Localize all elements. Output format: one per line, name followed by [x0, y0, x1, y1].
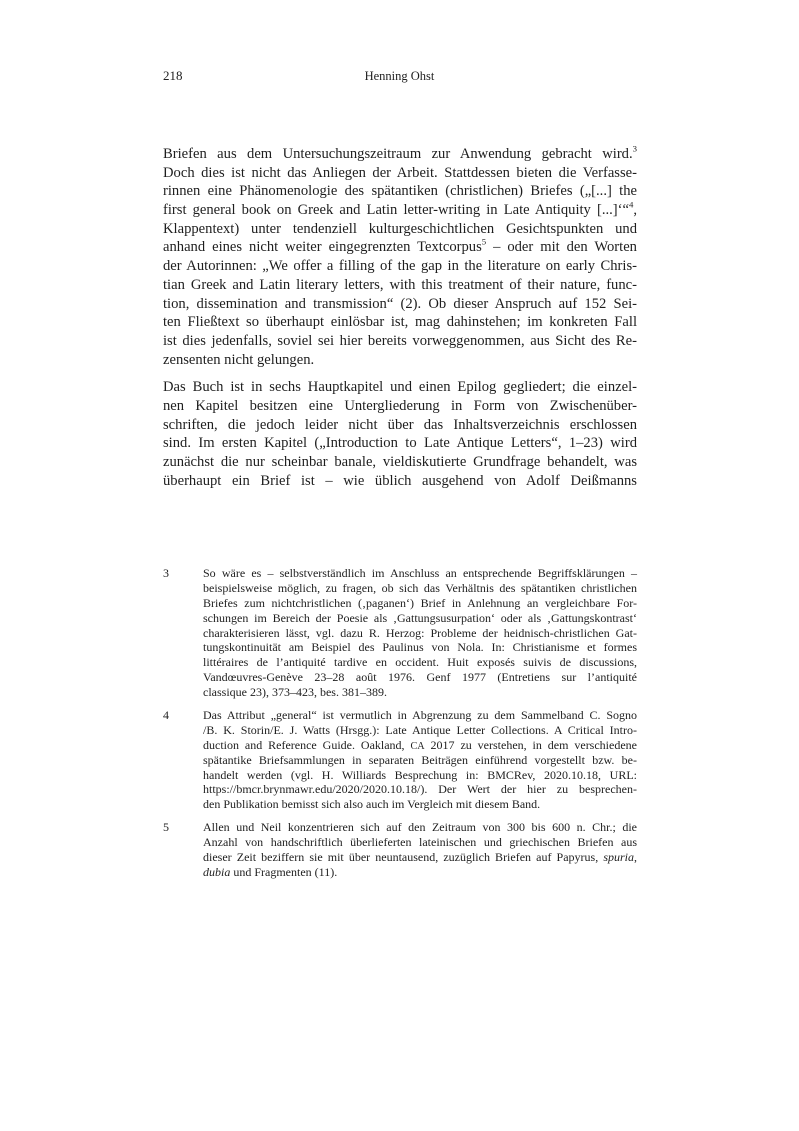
text-run: tungskontinuität am Beispiel des Paulinus von Nola. In: Christianisme et formes — [203, 640, 637, 655]
text-line — [163, 434, 637, 453]
text-line — [163, 313, 637, 332]
footnote-text — [203, 566, 637, 700]
footnote-number: 4 — [163, 708, 169, 723]
text-run: duction and Reference Guide. Oakland, — [203, 737, 411, 752]
footnote-number: 3 — [163, 566, 169, 580]
text-line — [163, 351, 637, 370]
text-run: Vandœuvres-Genève 23–28 août 1976. Genf 1977 (Entretiens sur l’antiquité — [203, 670, 637, 685]
text-line — [203, 708, 637, 723]
text-run: /B. K. Storin/E. J. Watts (Hrsgg.): Late Antique Letter Collections. A Critical Intro- — [203, 722, 637, 737]
text-line — [203, 670, 637, 685]
footnotes — [163, 566, 637, 888]
text-line — [163, 472, 637, 491]
text-run: – oder mit den Worten — [486, 239, 637, 256]
text-line — [163, 332, 637, 351]
running-title: Henning Ohst — [364, 69, 435, 83]
text-line — [203, 655, 637, 670]
footnote — [163, 820, 637, 880]
italic-text: spuria — [603, 850, 634, 865]
text-line — [203, 685, 637, 700]
text-run: Das Attribut „general“ ist vermutlich in Abgrenzung zu dem Sammelband C. Sogno — [203, 708, 637, 723]
text-line — [163, 182, 637, 201]
text-run: sind. Im ersten Kapitel („Introduction to Late Antique Letters“, 1–23) wird — [163, 435, 637, 452]
text-line — [203, 723, 637, 738]
text-line — [163, 416, 637, 435]
text-run: tion, dissemination and transmission“ (2). Ob dieser Anspruch auf 152 Sei- — [163, 295, 637, 312]
text-line — [203, 865, 637, 880]
text-line — [163, 295, 637, 314]
text-line — [203, 753, 637, 768]
text-line — [203, 566, 637, 581]
text-line — [203, 626, 637, 641]
text-run: littéraires de l’antiquité tardive en occident. Huit exposés suivis de discussions, — [203, 655, 637, 670]
text-line — [203, 797, 637, 812]
text-run: schriften, die jedoch leider nicht über das Inhaltsverzeichnis erschlossen — [163, 416, 637, 433]
body-text — [163, 145, 637, 499]
text-run: Allen und Neil konzentrieren sich auf den Zeitraum von 300 bis 600 n. Chr.; die — [203, 820, 637, 835]
footnote-text — [203, 708, 637, 812]
text-run: anhand eines nicht weiter eingegrenzten Textcorpus — [163, 239, 482, 256]
text-line — [163, 201, 637, 220]
text-line — [163, 145, 637, 164]
text-run: classique 23), 373–423, bes. 381–389. — [203, 685, 387, 700]
text-run: ten Fließtext so überhaupt einlösbar ist, mag dahinstehen; im konkreten Fall — [163, 314, 637, 331]
text-run: Das Buch ist in sechs Hauptkapitel und einen Epilog gegliedert; die einzel- — [163, 379, 637, 396]
text-run: dieser Zeit beziffern sie mit über neuntausend, zuzüglich Briefen auf Papyrus, — [203, 850, 604, 865]
footnote-text — [203, 820, 637, 880]
text-run: Briefen aus dem Untersuchungszeitraum zur Anwendung gebracht wird. — [163, 146, 633, 162]
paragraph — [163, 145, 637, 369]
text-line — [163, 453, 637, 472]
text-run: Klappentext) unter tendenziell kulturgeschichtlichen Gesichtspunkten und — [163, 220, 637, 237]
text-run: handelt werden (vgl. H. Williards Besprechung in: BMCRev, 2020.10.18, URL: — [203, 767, 637, 782]
text-run: zensenten nicht gelungen. — [163, 351, 315, 368]
text-run: überhaupt ein Brief ist – wie üblich ausgehend von Adolf Deißmanns — [163, 472, 637, 489]
text-run: 2017 zu verstehen, in dem verschiedene — [424, 737, 637, 752]
text-run: der Autorinnen: „We offer a filling of the gap in the literature on early Chris- — [163, 258, 637, 275]
text-run: charakterisieren lässt, vgl. dazu R. Herzog: Probleme der heidnisch-christlichen Gat- — [203, 625, 637, 640]
text-run: den Publikation bemisst sich also auch im Vergleich mit diesem Band. — [203, 797, 541, 812]
text-run: beispielsweise möglich, zu fragen, ob sich das Verhältnis des spätantiken christlichen — [203, 580, 637, 595]
text-line — [203, 768, 637, 783]
text-line — [203, 738, 637, 753]
footnote-number: 5 — [163, 820, 169, 835]
text-line — [203, 782, 637, 797]
text-line — [203, 581, 637, 596]
text-run: spätantike Briefsammlungen in separaten Beiträgen einführend vorgestellt bzw. be- — [203, 752, 637, 767]
small-caps-text: CA — [410, 740, 425, 752]
footnote — [163, 566, 637, 700]
text-line — [203, 640, 637, 655]
text-run: ist dies jedenfalls, soviel sei hier bereits vorweggenommen, aus Sicht des Re- — [163, 332, 637, 349]
text-run: https://bmcr.brynmawr.edu/2020/2020.10.18/). Der Wert der hier zu besprechen- — [203, 782, 637, 797]
text-line — [163, 378, 637, 397]
text-line — [203, 596, 637, 611]
text-run: Anzahl von handschriftlich überlieferten lateinischen und griechischen Briefen aus — [203, 835, 637, 850]
text-run: , — [634, 850, 637, 865]
text-line — [163, 220, 637, 239]
text-line — [163, 257, 637, 276]
footnote — [163, 708, 637, 812]
italic-text: dubia — [203, 864, 231, 879]
text-line — [163, 238, 637, 257]
footnote-ref: 5 — [481, 236, 487, 247]
text-run: tian Greek and Latin literary letters, with this treatment of their nature, func- — [163, 276, 637, 293]
text-run: So wäre es – selbstverständlich im Anschluss an entsprechende Begriffsklärungen – — [203, 566, 637, 580]
text-line — [203, 835, 637, 850]
text-run: nen Kapitel besitzen eine Untergliederung in Form von Zwischenüber- — [163, 397, 637, 414]
text-run: zunächst die nur scheinbar banale, vieldiskutierte Grundfrage behandelt, was — [163, 454, 637, 470]
footnote-ref: 4 — [628, 199, 634, 210]
text-run: rinnen eine Phänomenologie des spätantiken (christlichen) Briefes („[...] the — [163, 183, 637, 200]
text-line — [163, 164, 637, 183]
text-run: Doch dies ist nicht das Anliegen der Arbeit. Stattdessen bieten die Verfasse- — [163, 164, 637, 181]
paragraph — [163, 378, 637, 490]
footnote-ref: 3 — [632, 143, 637, 154]
page-number: 218 — [163, 68, 183, 83]
text-line — [203, 611, 637, 626]
text-run: first general book on Greek and Latin letter-writing in Late Antiquity [...]‘“ — [163, 202, 629, 219]
text-line — [203, 850, 637, 865]
text-run: schungen im Bereich der Poesie als ‚Gattungsusurpation‘ oder als ‚Gattungskontrast‘ — [203, 610, 637, 625]
text-line — [163, 397, 637, 416]
text-run: , — [633, 202, 637, 219]
text-run: und Fragmenten (11). — [230, 864, 338, 879]
text-line — [203, 820, 637, 835]
text-line — [163, 276, 637, 295]
text-run: Briefes zum nichtchristlichen (‚paganen‘) Brief in Anlehnung an vergleichbare For- — [203, 595, 637, 610]
